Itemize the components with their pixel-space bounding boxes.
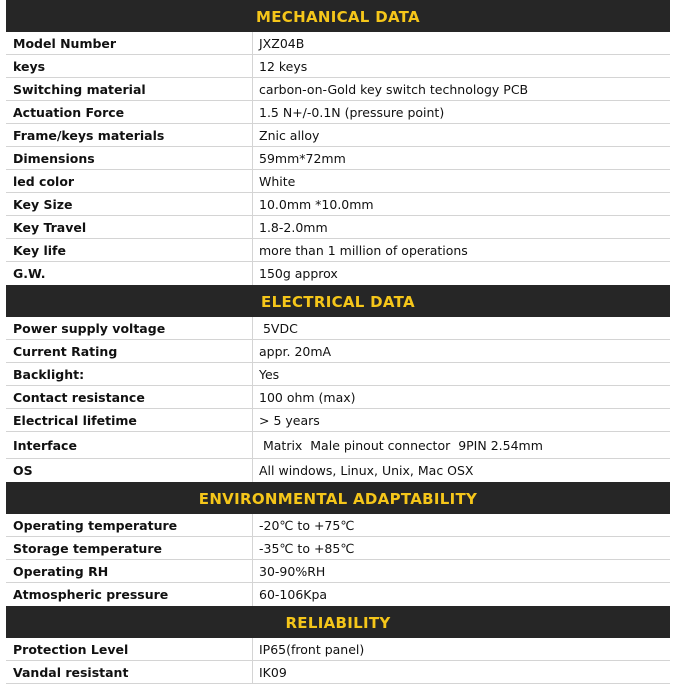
table-row [6, 55, 670, 78]
row-value: 1.8-2.0mm [259, 219, 328, 235]
row-value: All windows, Linux, Unix, Mac OSX [259, 463, 474, 478]
table-row [6, 193, 670, 216]
row-label: Atmospheric pressure [6, 583, 253, 606]
row-value: 60-106Kpa [259, 587, 328, 602]
section-header-environmental: ENVIRONMENTAL ADAPTABILITY [6, 482, 670, 514]
row-value: -20℃ to +75℃ [259, 517, 355, 533]
row-value: -35℃ to +85℃ [259, 540, 355, 556]
table-row [6, 432, 670, 459]
row-label: Power supply voltage [6, 317, 253, 339]
table-row [6, 147, 670, 170]
row-label: Backlight: [6, 363, 253, 385]
row-label: Protection Level [6, 638, 253, 660]
row-value: 5VDC [259, 320, 298, 336]
table-row [6, 101, 670, 124]
spec-sheet [6, 0, 670, 684]
row-label: keys [6, 55, 253, 77]
table-row [6, 363, 670, 386]
row-value: carbon-on-Gold key switch technology PCB [259, 81, 529, 97]
section-header-mechanical: MECHANICAL DATA [6, 0, 670, 32]
table-row [6, 78, 670, 101]
table-row [6, 340, 670, 363]
row-label: Frame/keys materials [6, 124, 253, 146]
row-value: Yes [259, 366, 280, 382]
row-label: Current Rating [6, 340, 253, 362]
row-label: Vandal resistant [6, 661, 253, 683]
row-value: 1.5 N+/-0.1N (pressure point) [259, 104, 445, 120]
row-label: Switching material [6, 78, 253, 100]
row-value: 12 keys [259, 58, 308, 74]
row-value: IP65(front panel) [259, 641, 365, 657]
section-header-reliability: RELIABILITY [6, 606, 670, 638]
table-row [6, 560, 670, 583]
row-label: Operating RH [6, 560, 253, 582]
row-value: 150g approx [259, 266, 338, 281]
row-value: IK09 [259, 664, 287, 680]
row-value: Znic alloy [259, 127, 320, 143]
table-row [6, 216, 670, 239]
row-value: more than 1 million of operations [259, 242, 468, 258]
table-row [6, 124, 670, 147]
row-value: 100 ohm (max) [259, 389, 356, 405]
row-label: Contact resistance [6, 386, 253, 408]
table-row [6, 170, 670, 193]
table-row [6, 32, 670, 55]
table-row [6, 638, 670, 661]
row-label: OS [6, 459, 253, 482]
row-value: JXZ04B [259, 35, 305, 51]
row-label: Storage temperature [6, 537, 253, 559]
section-header-electrical: ELECTRICAL DATA [6, 285, 670, 317]
row-label: Interface [6, 432, 253, 458]
table-row [6, 514, 670, 537]
table-row [6, 317, 670, 340]
table-row [6, 661, 670, 684]
row-value: 30-90%RH [259, 563, 326, 579]
row-value: 59mm*72mm [259, 150, 346, 166]
row-label: Actuation Force [6, 101, 253, 123]
row-label: Dimensions [6, 147, 253, 169]
table-row [6, 409, 670, 432]
row-label: Key Size [6, 193, 253, 215]
table-row [6, 239, 670, 262]
table-row [6, 459, 670, 482]
row-label: led color [6, 170, 253, 192]
row-label: G.W. [6, 262, 253, 285]
table-row [6, 262, 670, 285]
row-value: 10.0mm *10.0mm [259, 196, 374, 212]
row-value: appr. 20mA [259, 343, 332, 359]
row-label: Electrical lifetime [6, 409, 253, 431]
table-row [6, 537, 670, 560]
row-label: Key life [6, 239, 253, 261]
row-value: > 5 years [259, 412, 320, 428]
row-value: White [259, 173, 296, 189]
row-value: Matrix Male pinout connector 9PIN 2.54mm [259, 437, 543, 453]
table-row [6, 583, 670, 606]
row-label: Model Number [6, 32, 253, 54]
row-label: Key Travel [6, 216, 253, 238]
table-row [6, 386, 670, 409]
row-label: Operating temperature [6, 514, 253, 536]
